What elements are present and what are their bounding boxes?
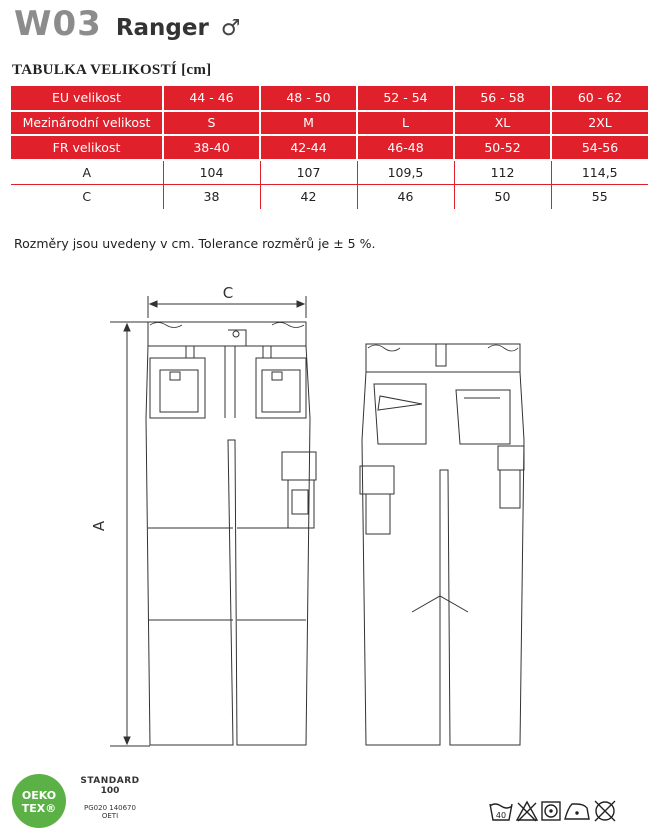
front-view	[146, 322, 316, 745]
table-cell: L	[357, 111, 454, 136]
oeko-logo-bottom: TEX®	[21, 802, 57, 815]
table-cell: M	[260, 111, 357, 136]
table-cell: 56 - 58	[454, 86, 551, 111]
standard-label: STANDARD	[80, 776, 140, 786]
table-cell: 50-52	[454, 135, 551, 160]
table-cell: XL	[454, 111, 551, 136]
certificate-institute: OETI	[101, 812, 119, 820]
table-cell: 52 - 54	[357, 86, 454, 111]
table-row	[11, 160, 648, 185]
product-code: W03	[14, 4, 102, 44]
table-cell: 112	[454, 160, 551, 185]
label-c: C	[222, 284, 234, 302]
oeko-tex-logo	[10, 772, 68, 830]
dimension-c	[148, 284, 306, 318]
wash-temp: 40	[495, 811, 507, 820]
row-header-cell: FR velikost	[11, 135, 163, 160]
table-cell: 107	[260, 160, 357, 185]
table-cell: 46-48	[357, 135, 454, 160]
table-row	[11, 135, 648, 160]
table-cell: 48 - 50	[260, 86, 357, 111]
certificate-code: PG020 140670	[84, 804, 136, 812]
table-cell: 46	[357, 184, 454, 209]
table-cell: 54-56	[551, 135, 648, 160]
table-cell: 55	[551, 184, 648, 209]
iron-low-icon	[565, 804, 589, 819]
back-view	[360, 344, 524, 745]
no-dry-clean-icon	[595, 801, 615, 821]
table-cell: 38-40	[163, 135, 260, 160]
row-header-cell: EU velikost	[11, 86, 163, 111]
size-table	[11, 86, 648, 209]
table-cell: 50	[454, 184, 551, 209]
row-header-cell: Mezinárodní velikost	[11, 111, 163, 136]
table-row	[11, 184, 648, 209]
table-cell: 42-44	[260, 135, 357, 160]
table-cell: 114,5	[551, 160, 648, 185]
care-symbols	[488, 798, 628, 824]
table-row	[11, 86, 648, 111]
table-cell: 60 - 62	[551, 86, 648, 111]
standard-number: 100	[100, 786, 120, 796]
table-cell: 38	[163, 184, 260, 209]
table-cell: S	[163, 111, 260, 136]
product-name: Ranger	[115, 15, 209, 41]
table-cell: 2XL	[551, 111, 648, 136]
product-header	[14, 4, 241, 48]
row-header-cell: C	[11, 184, 163, 209]
male-icon: ♂	[220, 16, 241, 41]
no-bleach-icon	[517, 802, 537, 821]
table-title: TABULKA VELIKOSTÍ [cm]	[12, 62, 212, 78]
dimension-a	[90, 322, 150, 746]
tolerance-note: Rozměry jsou uvedeny v cm. Tolerance rozměrů je ± 5 %.	[14, 236, 376, 251]
table-cell: 44 - 46	[163, 86, 260, 111]
table-cell: 42	[260, 184, 357, 209]
oeko-standard-text	[76, 776, 144, 820]
wash-40-icon	[490, 804, 512, 820]
table-cell: 104	[163, 160, 260, 185]
oeko-logo-top: OEKO	[21, 789, 57, 802]
trousers-technical-drawing	[0, 270, 657, 770]
row-header-cell: A	[11, 160, 163, 185]
label-a: A	[90, 520, 108, 532]
table-cell: 109,5	[357, 160, 454, 185]
tumble-dry-low-icon	[542, 802, 560, 820]
table-row	[11, 111, 648, 136]
